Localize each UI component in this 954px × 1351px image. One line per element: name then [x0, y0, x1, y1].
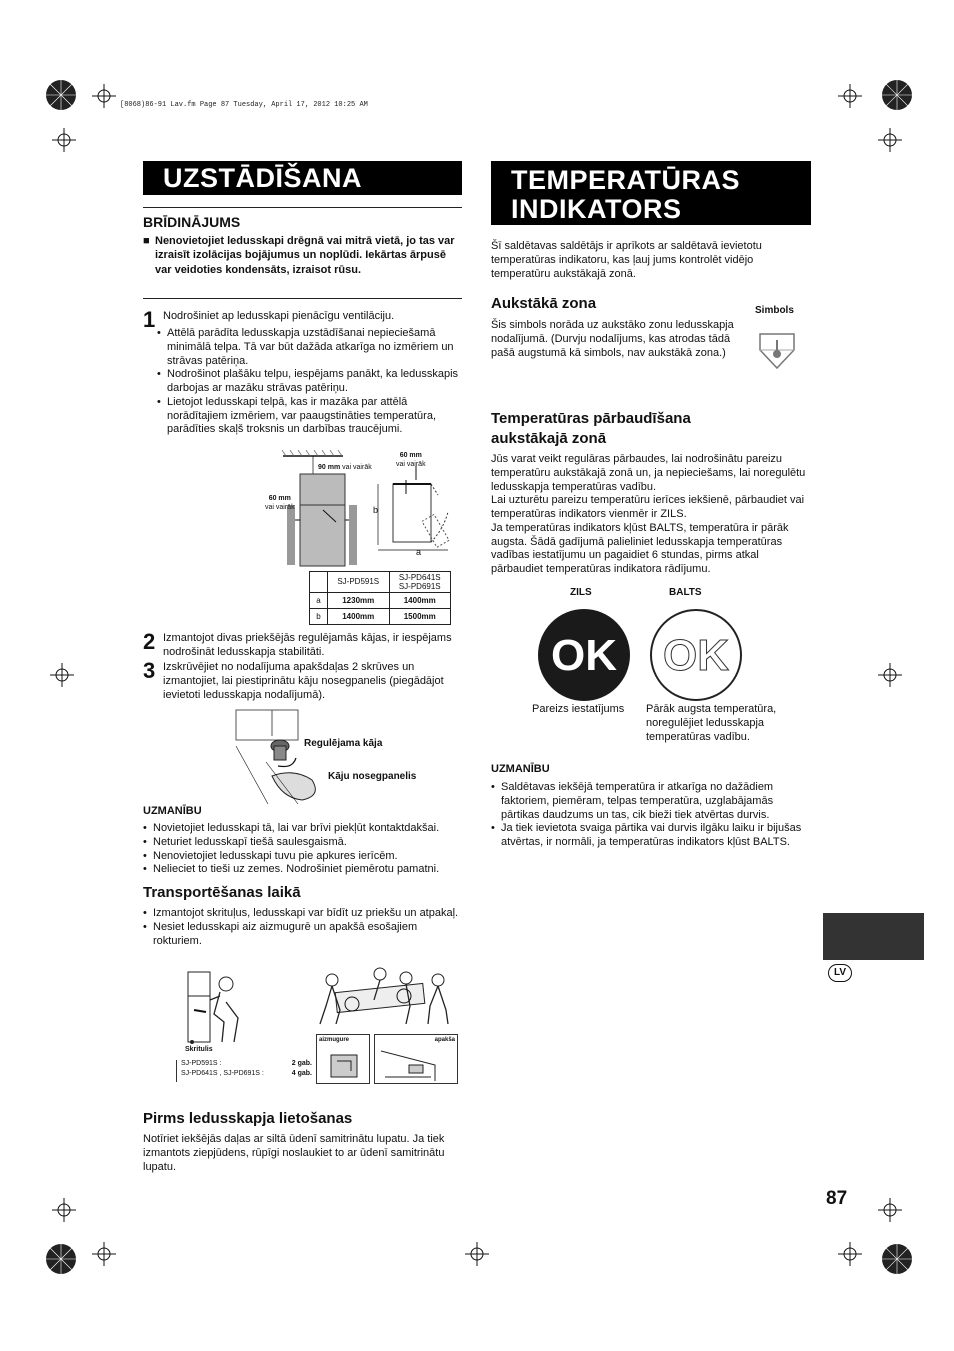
temperature-intro: Šī saldētavas saldētājs ir aprīkots ar saldētavā ievietotu temperatūras indikatoru, kas ļauj jums kontrolēt vidējo temperatūru aukstākajā zonā.	[491, 240, 762, 280]
dimensions-table	[309, 571, 451, 625]
bottom-handle-box: apakša	[374, 1034, 458, 1084]
step-3-text: Izskrūvējiet no nodalījuma apakšdaļas 2 skrūves un izmantojiet, lai piestiprinātu kāju nosegpanelis (piegādājot ievietoti ledusskapja nodalījumā).	[163, 661, 444, 701]
step-1-number: 1	[143, 307, 156, 332]
crosshair-icon	[878, 128, 902, 152]
list-item: • Attēlā parādīta ledusskapja uzstādīšanai nepieciešamā minimālā telpa. Tā var būt dažāda atkarīga no izmēriem un strāvas patēriņa.	[157, 327, 462, 368]
temperature-check-heading: Temperatūras pārbaudīšana aukstākajā zonā	[491, 410, 691, 447]
handle-icon	[317, 1047, 369, 1085]
label-b: b	[373, 505, 379, 515]
table-row: SJ-PD591S SJ-PD641S SJ-PD691S	[310, 572, 451, 593]
leg-cover-diagram	[232, 706, 332, 806]
adjustable-foot-label: Regulējama kāja	[304, 738, 383, 749]
crosshair-icon	[465, 1242, 489, 1266]
list-item: • Saldētavas iekšējā temperatūra ir atkarīga no dažādiem faktoriem, piemēram, telpas temperatūra, uzglabājamās pārtikas daudzums un tas, cik bieži tiek atvērtas durvis.	[491, 781, 811, 822]
white-label: BALTS	[669, 587, 702, 598]
crosshair-icon	[838, 1242, 862, 1266]
leg-cover-label: Kāju nosegpanelis	[328, 771, 417, 782]
crosshair-icon	[52, 128, 76, 152]
crosshair-icon	[878, 663, 902, 687]
registration-mark-icon	[44, 1242, 78, 1276]
registration-mark-icon	[44, 78, 78, 112]
crosshair-icon	[92, 1242, 116, 1266]
step-1-bullets	[157, 327, 462, 437]
before-use-text: Notīriet iekšējās daļas ar siltā ūdenī samitrinātu lupatu. Ja tiek izmantots ziepjūdens, rūpīgi noslaukiet to ar ūdenī samitrinātu lupatu.	[143, 1133, 445, 1173]
roller-label: Skritulis	[185, 1046, 213, 1053]
door-gap-label: 60 mm vai vairāk	[396, 452, 426, 468]
table-row: a 1230mm 1400mm	[310, 593, 451, 609]
caution-list-right	[491, 781, 811, 850]
warning-heading: BRĪDINĀJUMS	[143, 214, 241, 230]
list-item: • Nesiet ledusskapi aiz aizmugurē un apakšā esošajiem rokturiem.	[143, 921, 463, 949]
top-gap-label: 90 mm vai vairāk	[318, 464, 372, 471]
roller-illustration	[180, 966, 252, 1048]
blue-caption: Pareizs iestatījums	[532, 703, 625, 715]
section-title-installation: UZSTĀDĪŠANA	[143, 161, 462, 195]
caution-heading-right: UZMANĪBU	[491, 763, 550, 775]
page-number: 87	[826, 1188, 848, 1209]
list-item: • Lietojot ledusskapi telpā, kas ir mazāka par attēlā norādītajiem izmēriem, var paaugstināties temperatūra, parādīties skaļš troksnis un darbības traucējumi.	[157, 396, 462, 437]
handle-icon	[375, 1047, 457, 1085]
crosshair-icon	[50, 663, 74, 687]
list-item: • Novietojiet ledusskapi tā, lai var brīvi piekļūt kontaktdakšai.	[143, 822, 463, 836]
warning-text: Nenovietojiet ledusskapi drēgnā vai mitrā vietā, jo tas var izraisīt izolācijas bojājumus un noplūdi. Iekārtas ārpusē var veidoties kondensāts, izraisot rūsu.	[155, 235, 455, 276]
side-tab	[823, 913, 924, 960]
cold-zone-symbol-icon	[756, 330, 798, 372]
white-indicator-ok: OK	[650, 609, 742, 701]
list-item: • Nelieciet to tieši uz zemes. Nodrošiniet piemērotu pamatni.	[143, 863, 463, 877]
transport-list	[143, 907, 463, 948]
caution-list-left	[143, 822, 463, 877]
carrying-illustration	[310, 966, 460, 1030]
before-use-heading: Pirms ledusskapja lietošanas	[143, 1110, 353, 1127]
step-2-number: 2	[143, 629, 156, 654]
caution-heading-left: UZMANĪBU	[143, 805, 202, 817]
table-row: b 1400mm 1500mm	[310, 609, 451, 625]
handle-quantity: SJ-PD591S : 2 gab. SJ-PD641S , SJ-PD691S : 4 gab.	[176, 1060, 312, 1082]
blue-label: ZILS	[570, 587, 592, 598]
cold-zone-text: Šis simbols norāda uz aukstāko zonu ledusskapja nodalījumā. (Durvju nodalījums, kas atrodas tādā pašā augstumā kā simbols, nav aukstākā zona.)	[491, 319, 734, 359]
step-1-text: Nodrošiniet ap ledusskapi pienācīgu ventilāciju.	[163, 310, 395, 322]
crosshair-icon	[838, 84, 862, 108]
side-gap-label: 60 mm vai vairāk	[265, 495, 295, 511]
white-caption: Pārāk augsta temperatūra, noregulējiet ledusskapja temperatūras vadību.	[646, 703, 777, 743]
label-a: a	[416, 547, 422, 557]
temperature-check-text: Jūs varat veikt regulāras pārbaudes, lai nodrošinātu pareizu temperatūru aukstākajā zonā un, ja nepieciešams, lai noregulētu ledusskapja temperatūras vadību. Lai uzturētu pareizu temperatūru ierīces iekšienē, pārbaudiet vai temperatūras indikators vienmēr ir ZILS. Ja temperatūras indikators kļūst BALTS, temperatūra ir pārāk augsta. Šādā gadījumā palieliniet ledusskapja temperatūras vadības iestatījumu un pagaidiet 6 stundas, pirms atkal pārbaudiet temperatūras indikatora rādījumu.	[491, 453, 806, 575]
blue-indicator-ok: OK	[538, 609, 630, 701]
cold-zone-heading: Aukstākā zona	[491, 295, 597, 312]
section-title-temperature-indicator: TEMPERATŪRAS INDIKATORS	[491, 161, 811, 225]
list-item: • Neturiet ledusskapī tiešā saulesgaismā.	[143, 836, 463, 850]
step-3-number: 3	[143, 658, 156, 683]
list-item: • Ja tiek ievietota svaiga pārtika vai durvis ilgāku laiku ir bijušas atvērtas, ir normāli, ja temperatūras indikators kļūst BALTS.	[491, 822, 811, 850]
step-2-text: Izmantojot divas priekšējās regulējamās kājas, ir iespējams nodrošināt ledusskapja stabilitāti.	[163, 632, 452, 658]
back-handle-box: aizmugure	[316, 1034, 370, 1084]
crosshair-icon	[92, 84, 116, 108]
crosshair-icon	[52, 1198, 76, 1222]
crosshair-icon	[878, 1198, 902, 1222]
list-item: • Nodrošinot plašāku telpu, iespējams panākt, ka ledusskapis darbojas ar mazāku strāvas patēriņu.	[157, 368, 462, 396]
registration-mark-icon	[880, 78, 914, 112]
language-badge: LV	[828, 964, 852, 982]
list-item: • Nenovietojiet ledusskapi tuvu pie apkures ierīcēm.	[143, 850, 463, 864]
transport-heading: Transportēšanas laikā	[143, 884, 301, 901]
registration-mark-icon	[880, 1242, 914, 1276]
list-item: • Izmantojot skrituļus, ledusskapi var bīdīt uz priekšu un atpakaļ.	[143, 907, 463, 921]
symbol-label: Simbols	[755, 305, 794, 316]
file-stamp: [8068)86-91 Lav.fm Page 87 Tuesday, April 17, 2012 10:25 AM	[120, 101, 368, 109]
warning-square-icon: ■	[143, 235, 150, 247]
